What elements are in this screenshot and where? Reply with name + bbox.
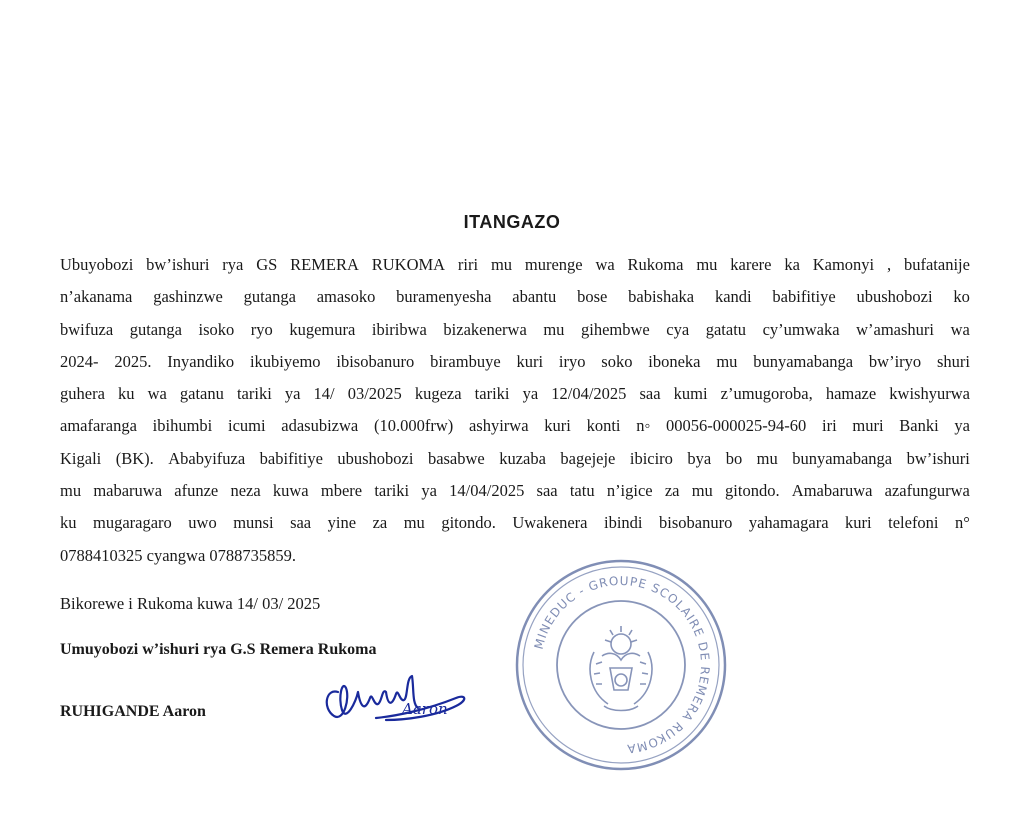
body-word: cya <box>666 319 690 339</box>
date-line: Bikorewe i Rukoma kuwa 14/ 03/ 2025 <box>60 594 321 613</box>
body-word: ku <box>60 513 77 533</box>
body-word: ko <box>953 287 970 307</box>
body-word: rya <box>222 255 244 274</box>
body-word: Kamonyi <box>812 255 875 274</box>
body-word: icumi <box>227 416 266 436</box>
body-word: hamaze <box>825 384 877 404</box>
body-word: bagejeje <box>560 448 616 468</box>
body-word: GS <box>256 255 278 274</box>
body-word: mu <box>403 513 425 533</box>
body-word: iri <box>822 416 837 436</box>
body-line <box>60 314 970 346</box>
body-word: kwishyurwa <box>889 384 970 404</box>
body-word: uwo <box>188 513 217 533</box>
body-word: kuzaba <box>499 448 546 468</box>
body-word: ibiciro <box>629 448 673 468</box>
school-stamp <box>512 556 730 774</box>
body-word: bo <box>725 448 743 468</box>
body-word: ryo <box>250 319 273 339</box>
body-word: ibindi <box>603 513 643 533</box>
body-word: gitondo. <box>725 481 780 501</box>
body-word: mbere <box>320 481 363 501</box>
signatory-name: RUHIGANDE Aaron <box>60 703 206 720</box>
body-word: riri <box>457 255 479 274</box>
body-word: bose <box>577 287 608 307</box>
stamp-ring-text: MINEDUC - GROUPE SCOLAIRE DE REMERA RUKOMA <box>531 573 713 756</box>
body-word: Uwakenera <box>512 513 588 533</box>
body-word: mu <box>691 481 713 501</box>
body-line: 0788410325 cyangwa 0788735859. <box>60 545 297 565</box>
body-word: adasubizwa <box>281 416 359 436</box>
body-word: 2025. <box>114 351 152 371</box>
body-line <box>60 507 970 539</box>
body-word: bya <box>687 448 712 468</box>
body-word: saa <box>536 481 558 501</box>
body-word: saa <box>290 513 312 533</box>
body-word: n° <box>955 513 970 533</box>
body-line <box>60 378 970 410</box>
body-word: bunyamabanga <box>753 351 854 371</box>
body-word: iryo <box>558 351 586 371</box>
body-word: gatatu <box>705 319 747 339</box>
body-word: bw’ishuri <box>146 255 210 274</box>
body-word: kugeza <box>414 384 462 404</box>
body-word: wa <box>595 255 615 274</box>
body-word: (10.000frw) <box>373 416 454 436</box>
body-word: mu <box>543 319 565 339</box>
body-word: z’umugoroba, <box>720 384 813 404</box>
body-word: munsi <box>233 513 274 533</box>
body-word: gihembwe <box>580 319 650 339</box>
body-word: bw’iryo <box>868 351 922 371</box>
body-word: gutanga <box>243 287 296 307</box>
body-word: yine <box>327 513 357 533</box>
body-word: Rukoma <box>627 255 684 274</box>
body-line <box>60 346 970 378</box>
body-word: bufatanije <box>903 255 970 274</box>
body-word: ya <box>421 481 437 501</box>
body-word: za <box>372 513 388 533</box>
body-word: basabwe <box>427 448 485 468</box>
body-word: iboneka <box>648 351 701 371</box>
body-word: (BK). <box>115 448 154 468</box>
body-word: tariki <box>474 384 510 404</box>
body-word: kuri <box>845 513 872 533</box>
body-word: bunyamabanga <box>792 448 893 468</box>
body-word: babifitiye <box>772 287 836 307</box>
body-word: , <box>887 255 892 274</box>
body-word: bw’ishuri <box>906 448 970 468</box>
body-word: tariki <box>374 481 410 501</box>
body-word: RUKOMA <box>371 255 446 274</box>
notice-body <box>60 249 970 572</box>
body-word: bwifuza <box>60 319 114 339</box>
body-word: bisobanuro <box>659 513 733 533</box>
body-word: gitondo. <box>441 513 496 533</box>
body-word: neza <box>230 481 261 501</box>
body-line <box>60 475 970 507</box>
body-word: 14/04/2025 <box>449 481 525 501</box>
handwritten-signature <box>316 658 476 738</box>
emblem-icon <box>590 626 652 711</box>
body-word: ya <box>284 384 301 404</box>
body-word: guhera <box>60 384 105 404</box>
body-word: Amabaruwa <box>791 481 873 501</box>
body-word: amasoko <box>316 287 376 307</box>
body-word: ibihumbi <box>152 416 213 436</box>
signatory-title: Umuyobozi w’ishuri rya G.S Remera Rukoma <box>60 641 377 658</box>
body-word: soko <box>601 351 633 371</box>
body-word: Ababyifuza <box>168 448 246 468</box>
body-word: 12/04/2025 <box>551 384 627 404</box>
body-word: telefoni <box>888 513 939 533</box>
body-word: tatu <box>569 481 595 501</box>
body-word: ya <box>522 384 539 404</box>
body-line <box>60 443 970 475</box>
body-word: mugaragaro <box>93 513 172 533</box>
body-word: ibiribwa <box>371 319 427 339</box>
body-word: ya <box>954 416 970 436</box>
body-word: ubushobozi <box>856 287 933 307</box>
body-word: n◦ <box>636 416 651 436</box>
body-word: kandi <box>714 287 752 307</box>
body-word: Kigali <box>60 448 102 468</box>
body-line <box>60 249 970 281</box>
body-word: yahamagara <box>748 513 829 533</box>
body-word: kugemura <box>289 319 356 339</box>
body-word: wa <box>950 319 970 339</box>
body-word: mu <box>490 255 513 274</box>
body-word: n’akanama <box>60 287 133 307</box>
body-word: ubushobozi <box>337 448 414 468</box>
body-word: w’amashuri <box>856 319 935 339</box>
body-word: isoko <box>198 319 235 339</box>
body-word: mu <box>756 448 778 468</box>
body-word: amafaranga <box>60 416 137 436</box>
body-word: murenge <box>524 255 583 274</box>
body-word: REMERA <box>290 255 359 274</box>
body-word: ashyirwa <box>468 416 529 436</box>
body-word: gatanu <box>179 384 224 404</box>
notice-title: ITANGAZO <box>463 212 561 232</box>
body-word: bizakenerwa <box>443 319 527 339</box>
body-line <box>60 410 970 442</box>
body-word: afunze <box>174 481 219 501</box>
body-word: 00056-000025-94-60 <box>666 416 807 436</box>
body-word: mu <box>696 255 718 274</box>
body-word: Ubuyobozi <box>60 255 134 274</box>
body-word: babishaka <box>628 287 695 307</box>
body-word: konti <box>586 416 621 436</box>
body-word: za <box>664 481 680 501</box>
body-word: cy’umwaka <box>762 319 840 339</box>
body-word: saa <box>639 384 661 404</box>
body-word: n’igice <box>606 481 653 501</box>
body-word: 2024- <box>60 351 99 371</box>
body-line <box>60 281 970 313</box>
body-word: shuri <box>936 351 970 371</box>
body-word: ibisobanuro <box>336 351 415 371</box>
body-word: mu <box>716 351 738 371</box>
body-word: babifitiye <box>259 448 323 468</box>
body-word: 03/2025 <box>347 384 402 404</box>
body-word: kumi <box>673 384 708 404</box>
body-word: ku <box>117 384 135 404</box>
body-word: tariki <box>236 384 272 404</box>
body-word: mu <box>60 481 82 501</box>
body-word: Inyandiko <box>167 351 235 371</box>
body-word: birambuye <box>430 351 501 371</box>
body-word: mabaruwa <box>93 481 163 501</box>
body-word: 14/ <box>313 384 335 404</box>
body-word: kuwa <box>272 481 309 501</box>
body-word: Banki <box>899 416 939 436</box>
body-word: wa <box>147 384 167 404</box>
body-word: azafungurwa <box>884 481 970 501</box>
body-word: kuri <box>516 351 544 371</box>
body-word: kuri <box>544 416 571 436</box>
signature-lettering: Aaron <box>402 700 448 718</box>
body-word: ikubiyemo <box>249 351 321 371</box>
body-word: buramenyesha <box>396 287 492 307</box>
body-word: muri <box>852 416 884 436</box>
body-word: gutanga <box>129 319 182 339</box>
body-word: karere <box>730 255 772 274</box>
body-word: ka <box>784 255 800 274</box>
body-word: abantu <box>512 287 557 307</box>
body-word: gashinzwe <box>153 287 223 307</box>
